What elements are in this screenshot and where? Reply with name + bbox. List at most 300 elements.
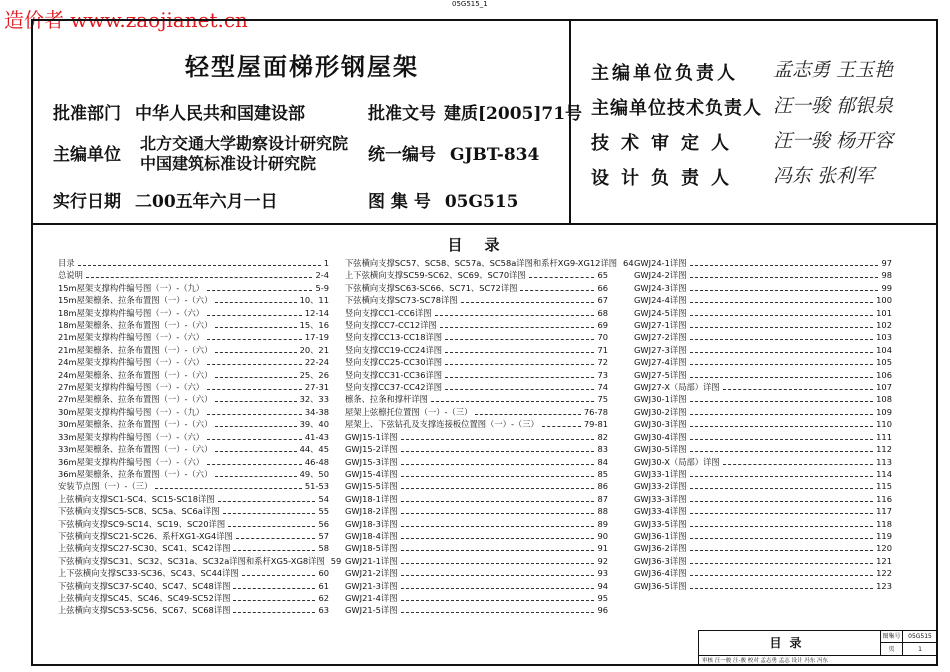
entry-page: 54	[318, 493, 329, 504]
entry-page: 89	[597, 518, 608, 529]
entry-title: GWJ18-1详图	[345, 493, 398, 504]
contents-entry	[58, 592, 329, 604]
entry-title: 18m屋架檩条、拉条布置图（一）-（六）	[58, 320, 213, 331]
leader-dots	[215, 302, 296, 303]
contents-entry	[58, 480, 329, 492]
entry-page: 113	[876, 456, 892, 467]
entry-title: 上弦横向支撑SC1-SC4、SC15-SC18详图	[58, 493, 215, 504]
contents-entry	[345, 505, 608, 517]
contents-entry	[634, 530, 892, 542]
page-title: 轻型屋面梯形钢屋架	[185, 52, 419, 81]
contents-entry	[345, 493, 608, 505]
entry-page: 114	[876, 468, 892, 479]
contents-entry	[634, 369, 892, 381]
leader-dots	[207, 290, 312, 291]
contents-entry	[634, 331, 892, 343]
entry-page: 119	[876, 530, 892, 541]
leader-dots	[690, 476, 874, 477]
contents-entry	[345, 257, 634, 269]
leader-dots	[445, 377, 594, 378]
contents-entry	[345, 294, 608, 306]
entry-title: GWJ24-1详图	[634, 258, 687, 268]
entry-title: 竖向支撑CC7-CC12详图	[345, 320, 437, 331]
entry-title: GWJ24-2详图	[634, 270, 687, 281]
leader-dots	[690, 526, 874, 527]
entry-page: 70	[597, 332, 608, 343]
leader-dots	[215, 377, 296, 378]
entry-page: 63	[318, 605, 329, 616]
contents-entry	[345, 456, 608, 468]
contents-entry	[58, 381, 329, 393]
entry-title: 24m屋架檩条、拉条布置图（一）-（六）	[58, 369, 213, 380]
title-block-name: 目录	[699, 631, 881, 656]
contents-entry	[634, 269, 892, 281]
contents-entry	[345, 604, 608, 616]
reviewer-label: 技术审定人	[591, 133, 741, 154]
entry-page: 25、26	[299, 369, 329, 380]
contents-entry	[345, 393, 608, 405]
entry-title: GWJ36-3详图	[634, 555, 687, 566]
contents-entry	[634, 294, 892, 306]
leader-dots	[207, 339, 302, 340]
entry-page: 27-31	[304, 382, 329, 393]
contents-entry	[345, 319, 608, 331]
contents-entry	[634, 418, 892, 430]
approval-panel	[33, 21, 583, 223]
contents-entry	[634, 443, 892, 455]
entry-title: GWJ27-3详图	[634, 344, 687, 355]
entry-page: 72	[597, 357, 608, 368]
leader-dots	[401, 513, 595, 514]
contents-entry	[345, 518, 608, 530]
leader-dots	[401, 439, 595, 440]
leader-dots	[228, 526, 315, 527]
responsibility-panel	[573, 21, 936, 223]
leader-dots	[690, 563, 874, 564]
entry-title: GWJ30-4详图	[634, 431, 687, 442]
contents-entry	[634, 381, 892, 393]
leader-dots	[236, 538, 316, 539]
leader-dots	[233, 550, 315, 551]
leader-dots	[242, 575, 316, 576]
entry-title: GWJ15-4详图	[345, 468, 398, 479]
entry-page: 98	[881, 270, 892, 281]
entry-title: GWJ30-1详图	[634, 394, 687, 405]
entry-page: 93	[597, 568, 608, 579]
entry-title: 上弦横向支撑SC45、SC46、SC49-SC52详图	[58, 592, 231, 603]
leader-dots	[529, 277, 595, 278]
leader-dots	[207, 464, 302, 465]
entry-title: 21m屋架檩条、拉条布置图（一）-（六）	[58, 344, 213, 355]
chief-unit-head-signature: 孟志勇 王玉艳	[773, 59, 894, 81]
entry-page: 55	[318, 506, 329, 517]
leader-dots	[233, 600, 315, 601]
entry-page: 60	[318, 568, 329, 579]
entry-title: GWJ33-1详图	[634, 468, 687, 479]
entry-page: 108	[876, 394, 892, 405]
entry-page: 123	[876, 580, 892, 591]
leader-dots	[401, 464, 595, 465]
leader-dots	[401, 538, 595, 539]
entry-page: 49、50	[299, 468, 329, 479]
entry-page: 66	[597, 282, 608, 293]
contents-entry	[345, 282, 608, 294]
entry-title: GWJ36-5详图	[634, 580, 687, 591]
entry-title: 目录	[58, 258, 75, 268]
entry-title: GWJ30-X（局部）详图	[634, 456, 720, 467]
page-cell: 页 1	[881, 643, 937, 656]
entry-page: 116	[876, 493, 892, 504]
contents-entry	[58, 580, 329, 592]
entry-title: GWJ33-5详图	[634, 518, 687, 529]
design-head-label: 设计负责人	[591, 168, 741, 189]
contents-column-3	[634, 257, 892, 592]
leader-dots	[690, 401, 874, 402]
entry-page: 1	[323, 258, 329, 268]
entry-page: 85	[597, 468, 608, 479]
contents-entry	[634, 468, 892, 480]
contents-entry	[634, 518, 892, 530]
entry-title: GWJ33-2详图	[634, 481, 687, 492]
contents-entry	[58, 567, 329, 579]
leader-dots	[690, 513, 874, 514]
leader-dots	[690, 451, 874, 452]
contents-entry	[58, 257, 329, 269]
contents-entry	[58, 542, 329, 554]
leader-dots	[461, 302, 595, 303]
leader-dots	[215, 426, 296, 427]
entry-title: 18m屋架支撑构件编号图（一）-（六）	[58, 307, 205, 318]
contents-entry	[634, 356, 892, 368]
contents-entry	[58, 418, 329, 430]
contents-entry	[345, 406, 608, 418]
contents-entry	[345, 369, 608, 381]
contents-entry	[634, 393, 892, 405]
leader-dots	[690, 426, 874, 427]
entry-title: 15m屋架檩条、拉条布置图（一）-（六）	[58, 295, 213, 306]
leader-dots	[690, 364, 874, 365]
entry-page: 73	[597, 369, 608, 380]
entry-title: GWJ18-2详图	[345, 506, 398, 517]
leader-dots	[690, 339, 874, 340]
contents-entry	[345, 580, 608, 592]
contents-entry	[634, 493, 892, 505]
contents-entry	[58, 307, 329, 319]
entry-title: GWJ24-4详图	[634, 295, 687, 306]
entry-title: GWJ21-3详图	[345, 580, 398, 591]
leader-dots	[440, 327, 595, 328]
leader-dots	[690, 588, 874, 589]
contents-entry	[634, 505, 892, 517]
leader-dots	[401, 575, 595, 576]
leader-dots	[690, 575, 874, 576]
entry-title: 竖向支撑CC25-CC30详图	[345, 357, 443, 368]
entry-title: GWJ27-5详图	[634, 369, 687, 380]
editor-value-2: 中国建筑标准设计研究院	[140, 154, 317, 173]
entry-title: 33m屋架檩条、拉条布置图（一）-（六）	[58, 444, 213, 455]
entry-page: 68	[597, 307, 608, 318]
leader-dots	[207, 439, 302, 440]
contents-entry	[58, 344, 329, 356]
contents-entry	[58, 282, 329, 294]
entry-page: 97	[881, 258, 892, 268]
entry-page: 5-9	[315, 282, 329, 293]
entry-title: GWJ27-X（局部）详图	[634, 382, 720, 393]
entry-page: 87	[597, 493, 608, 504]
entry-title: 竖向支撑CC31-CC36详图	[345, 369, 443, 380]
leader-dots	[690, 315, 874, 316]
contents-entry	[58, 269, 329, 281]
entry-title: GWJ36-1详图	[634, 530, 687, 541]
contents-entry	[58, 505, 329, 517]
entry-page: 118	[876, 518, 892, 529]
contents-entry	[345, 344, 608, 356]
leader-dots	[690, 501, 874, 502]
entry-title: GWJ30-2详图	[634, 406, 687, 417]
contents-column-2	[345, 257, 634, 617]
entry-page: 99	[881, 282, 892, 293]
entry-title: GWJ24-5详图	[634, 307, 687, 318]
entry-page: 84	[597, 456, 608, 467]
entry-title: 30m屋架檩条、拉条布置图（一）-（六）	[58, 419, 213, 430]
contents-entry	[634, 567, 892, 579]
entry-title: 竖向支撑CC19-CC24详图	[345, 344, 443, 355]
contents-entry	[634, 431, 892, 443]
entry-page: 64	[623, 258, 634, 268]
title-block	[698, 630, 936, 666]
contents-entry	[345, 269, 608, 281]
leader-dots	[207, 364, 302, 365]
serial-line: 统一编号 GJBT-834	[368, 145, 540, 165]
entry-page: 104	[876, 344, 892, 355]
leader-dots	[690, 550, 874, 551]
entry-title: 上下弦横向支撑SC33-SC36、SC43、SC44详图	[58, 568, 239, 579]
leader-dots	[690, 277, 879, 278]
contents-entry	[58, 518, 329, 530]
leader-dots	[401, 550, 595, 551]
entry-title: GWJ27-1详图	[634, 320, 687, 331]
entry-page: 110	[876, 419, 892, 430]
entry-title: GWJ27-2详图	[634, 332, 687, 343]
contents-entry	[345, 307, 608, 319]
contents-entry	[345, 381, 608, 393]
contents-entry	[634, 307, 892, 319]
entry-page: 105	[876, 357, 892, 368]
leader-dots	[401, 588, 595, 589]
entry-page: 88	[597, 506, 608, 517]
entry-title: GWJ21-2详图	[345, 568, 398, 579]
tech-head-label: 主编单位技术负责人	[591, 98, 762, 119]
entry-page: 82	[597, 431, 608, 442]
entry-title: GWJ27-4详图	[634, 357, 687, 368]
entry-title: 27m屋架檩条、拉条布置图（一）-（六）	[58, 394, 213, 405]
entry-page: 120	[876, 543, 892, 554]
leader-dots	[401, 600, 595, 601]
leader-dots	[401, 526, 595, 527]
entry-page: 44、45	[299, 444, 329, 455]
entry-title: GWJ30-3详图	[634, 419, 687, 430]
entry-title: 33m屋架支撑构件编号图（一）-（六）	[58, 431, 205, 442]
leader-dots	[475, 414, 580, 415]
entry-title: 21m屋架支撑构件编号图（一）-（六）	[58, 332, 205, 343]
entry-page: 46-48	[304, 456, 329, 467]
leader-dots	[520, 290, 594, 291]
leader-dots	[207, 414, 302, 415]
entry-title: 屋架上弦檩托位置图（一）-（三）	[345, 406, 473, 417]
leader-dots	[401, 563, 595, 564]
contents-entry	[58, 530, 329, 542]
entry-title: GWJ21-1详图	[345, 555, 398, 566]
entry-title: 27m屋架支撑构件编号图（一）-（六）	[58, 382, 205, 393]
contents-entry	[345, 431, 608, 443]
entry-title: GWJ18-5详图	[345, 543, 398, 554]
entry-page: 117	[876, 506, 892, 517]
entry-title: 36m屋架支撑构件编号图（一）-（六）	[58, 456, 205, 467]
leader-dots	[401, 501, 595, 502]
atlas-no-cell: 图集号 05G515	[881, 631, 937, 643]
entry-title: 下弦横向支撑SC5-SC8、SC5a、SC6a详图	[58, 506, 220, 517]
entry-title: 30m屋架支撑构件编号图（一）-（九）	[58, 406, 205, 417]
date-line: 实行日期 二00五年六月一日	[53, 192, 278, 212]
approve-dept-line: 批准部门 中华人民共和国建设部	[53, 104, 305, 124]
cover-header	[33, 21, 936, 225]
entry-page: 112	[876, 444, 892, 455]
entry-page: 15、16	[299, 320, 329, 331]
contents-entry	[58, 294, 329, 306]
entry-page: 2-4	[315, 270, 329, 281]
leader-dots	[445, 352, 594, 353]
leader-dots	[207, 315, 302, 316]
entry-page: 79-81	[583, 419, 608, 430]
leader-dots	[401, 476, 595, 477]
entry-title: 竖向支撑CC37-CC42详图	[345, 382, 443, 393]
leader-dots	[215, 451, 296, 452]
contents-entry	[634, 542, 892, 554]
entry-title: 15m屋架支撑构件编号图（一）-（九）	[58, 282, 205, 293]
entry-page: 39、40	[299, 419, 329, 430]
entry-page: 83	[597, 444, 608, 455]
leader-dots	[690, 290, 879, 291]
entry-page: 10、11	[299, 295, 329, 306]
entry-title: GWJ30-5详图	[634, 444, 687, 455]
contents-entry	[345, 480, 608, 492]
contents-entry	[345, 542, 608, 554]
leader-dots	[445, 364, 594, 365]
contents-entry	[634, 580, 892, 592]
entry-page: 67	[597, 295, 608, 306]
leader-dots	[690, 352, 874, 353]
contents-entry	[634, 456, 892, 468]
contents-entry	[345, 331, 608, 343]
contents-entry	[58, 406, 329, 418]
entry-page: 111	[876, 431, 892, 442]
entry-title: GWJ33-3详图	[634, 493, 687, 504]
leader-dots	[233, 588, 315, 589]
entry-page: 59	[330, 555, 342, 566]
leader-dots	[86, 277, 313, 278]
contents-entry	[345, 555, 608, 567]
entry-page: 58	[318, 543, 329, 554]
entry-page: 61	[318, 580, 329, 591]
entry-title: GWJ15-1详图	[345, 431, 398, 442]
leader-dots	[215, 476, 296, 477]
contents-entry	[345, 443, 608, 455]
leader-dots	[690, 327, 874, 328]
contents-entry	[58, 456, 329, 468]
entry-page: 90	[597, 530, 608, 541]
entry-title: GWJ36-4详图	[634, 568, 687, 579]
entry-title: 总说明	[58, 270, 83, 281]
contents-entry	[634, 406, 892, 418]
entry-page: 121	[876, 555, 892, 566]
entry-page: 75	[597, 394, 608, 405]
contents-entry	[58, 468, 329, 480]
leader-dots	[542, 426, 581, 427]
entry-page: 96	[597, 605, 608, 616]
entry-page: 100	[876, 295, 892, 306]
entry-page: 51-53	[304, 481, 329, 492]
leader-dots	[435, 315, 595, 316]
leader-dots	[690, 439, 874, 440]
contents-entry	[634, 555, 892, 567]
entry-page: 56	[318, 518, 329, 529]
entry-page: 12-14	[304, 307, 329, 318]
leader-dots	[690, 302, 874, 303]
contents-entry	[634, 344, 892, 356]
leader-dots	[690, 538, 874, 539]
entry-title: 下弦横向支撑SC73-SC78详图	[345, 295, 458, 306]
signoff-row: 审核 汪一骏 汪-骏 校对 孟志勇 孟志 设计 冯东 冯东	[702, 658, 828, 664]
contents-entry	[58, 431, 329, 443]
contents-entry	[345, 418, 608, 430]
leader-dots	[78, 265, 321, 266]
entry-page: 57	[318, 530, 329, 541]
chief-unit-head-label: 主编单位负责人	[591, 63, 738, 84]
contents-heading: 目录	[447, 236, 522, 254]
entry-title: GWJ15-5详图	[345, 481, 398, 492]
contents-entry	[58, 393, 329, 405]
leader-dots	[233, 612, 315, 613]
drawing-sheet	[31, 19, 938, 666]
entry-title: GWJ24-3详图	[634, 282, 687, 293]
entry-page: 107	[876, 382, 892, 393]
entry-page: 62	[318, 592, 329, 603]
entry-page: 91	[597, 543, 608, 554]
entry-title: 下弦横向支撑SC31、SC32、SC31a、SC32a详图和系杆XG5-XG8详图	[58, 555, 325, 566]
entry-page: 74	[597, 382, 608, 393]
entry-page: 122	[876, 568, 892, 579]
entry-title: 竖向支撑CC1-CC6详图	[345, 307, 432, 318]
contents-entry	[58, 604, 329, 616]
leader-dots	[690, 265, 879, 266]
entry-title: GWJ18-3详图	[345, 518, 398, 529]
contents-entry	[58, 356, 329, 368]
leader-dots	[401, 451, 595, 452]
editor-label: 主编单位	[53, 145, 121, 165]
leader-dots	[207, 389, 302, 390]
entry-title: GWJ36-2详图	[634, 543, 687, 554]
leader-dots	[215, 401, 296, 402]
entry-title: 屋架上、下弦钻孔及支撑连接板位置图（一）-（三）	[345, 419, 539, 430]
leader-dots	[218, 501, 316, 502]
entry-page: 22-24	[304, 357, 329, 368]
entry-title: GWJ21-4详图	[345, 592, 398, 603]
leader-dots	[723, 464, 873, 465]
contents-entry	[345, 468, 608, 480]
entry-page: 20、21	[299, 344, 329, 355]
entry-title: GWJ15-3详图	[345, 456, 398, 467]
contents-column-1	[58, 257, 342, 617]
